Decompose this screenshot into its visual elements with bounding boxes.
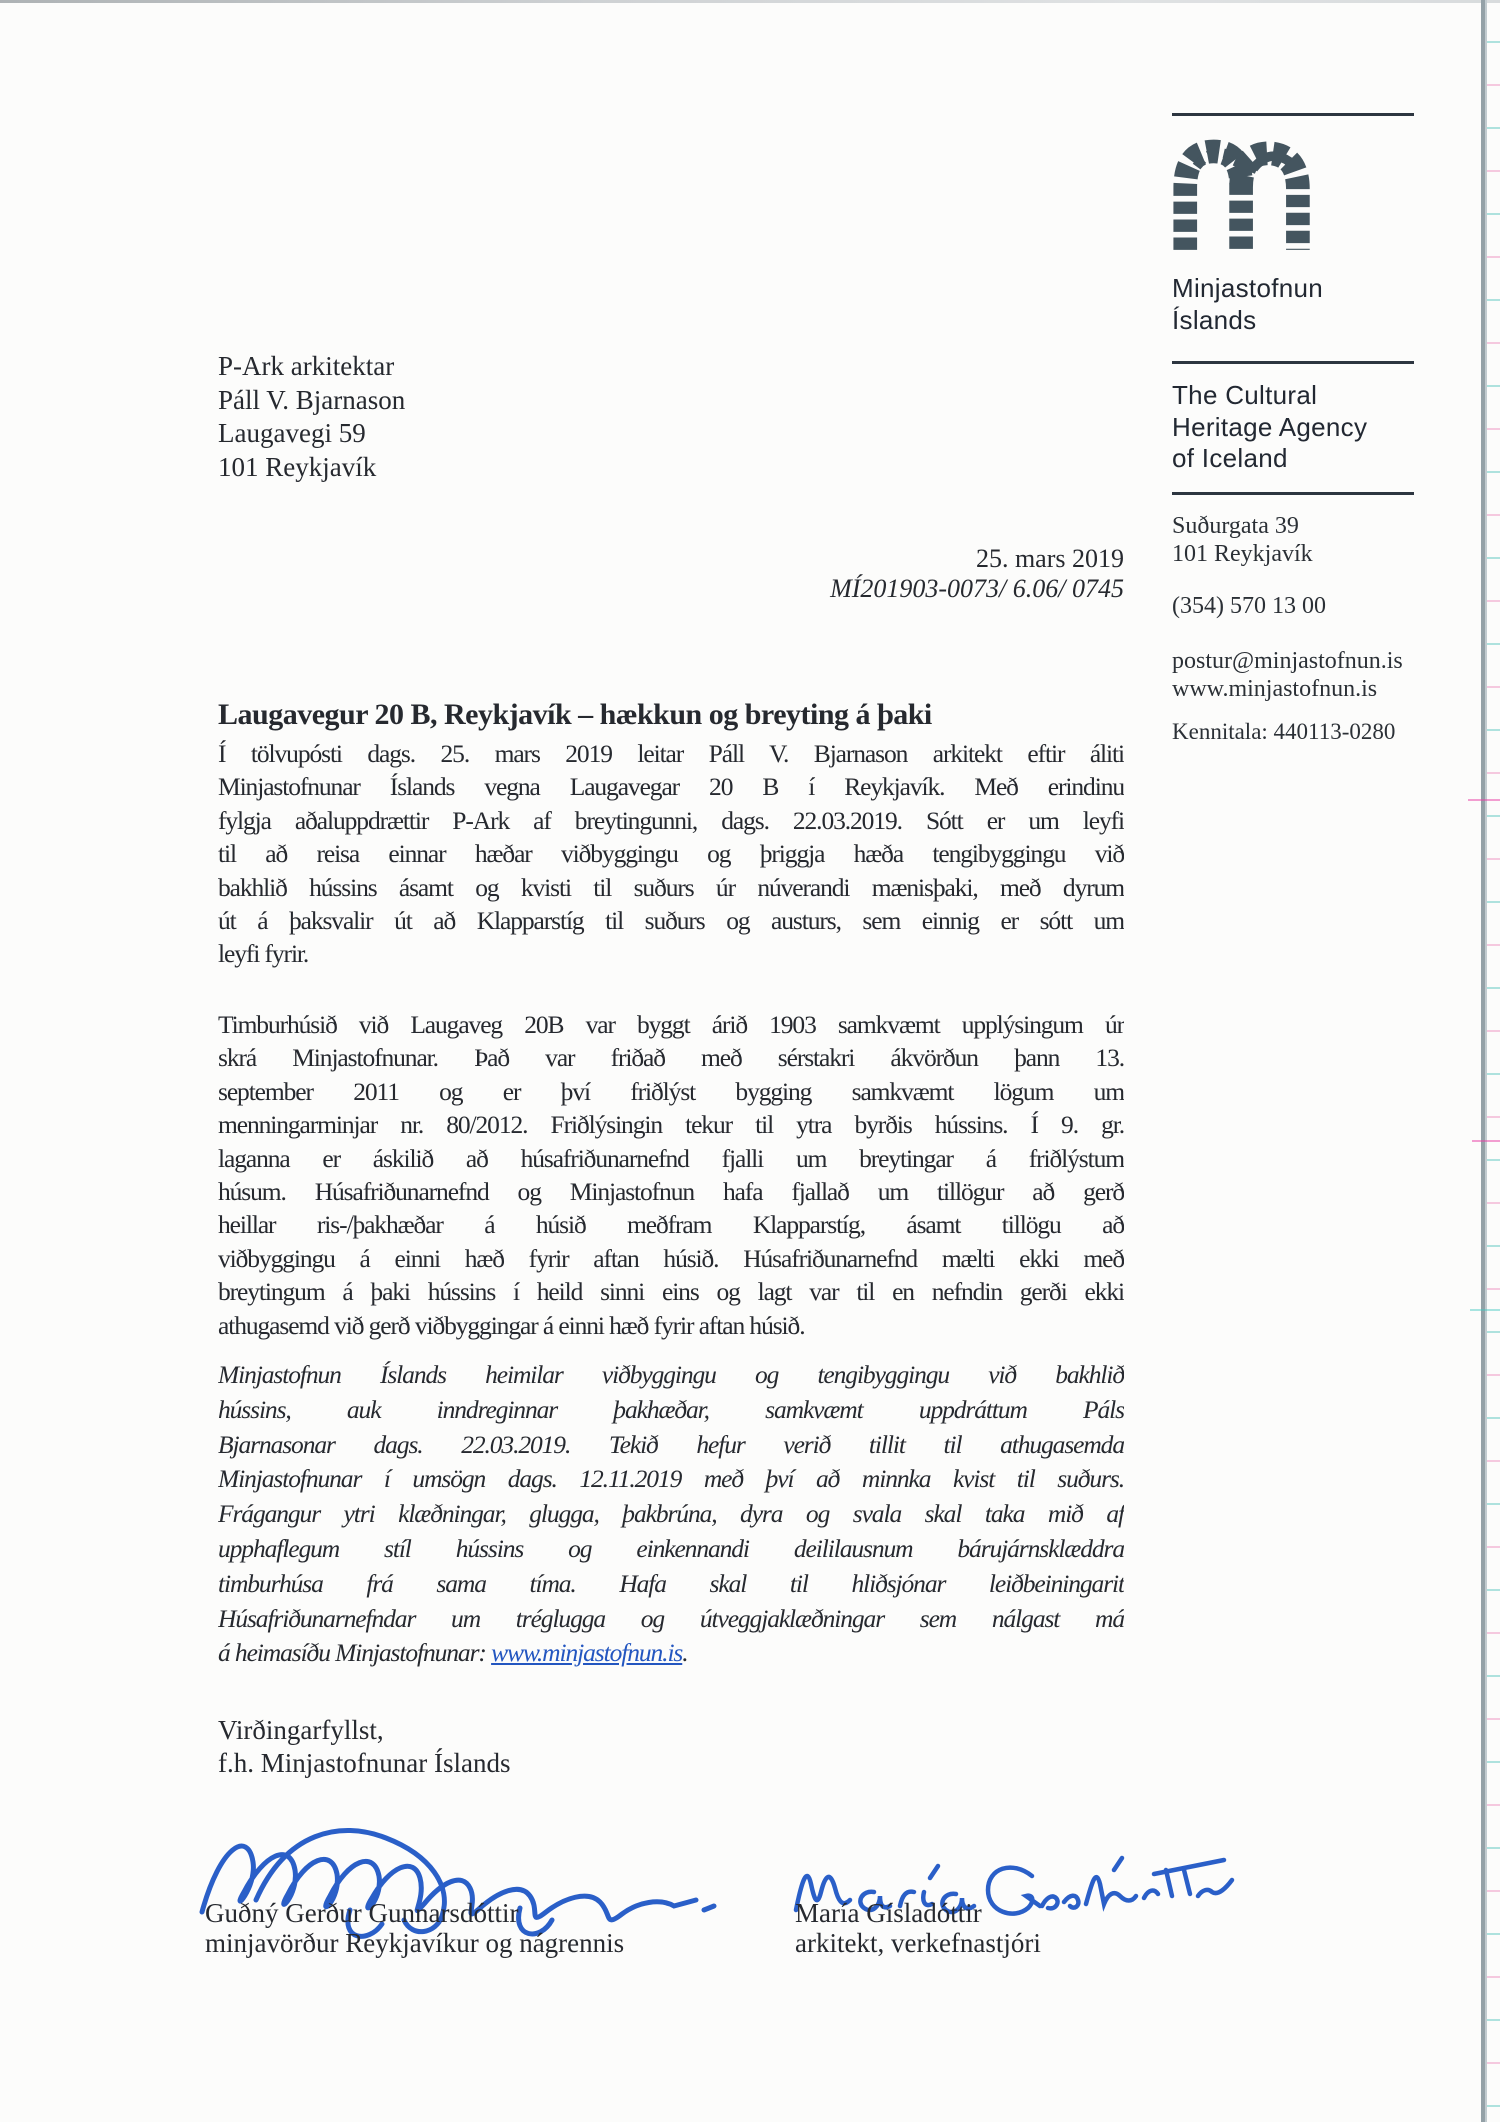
paragraph-3-decision — [218, 1358, 1124, 1671]
text-line: menningarminjar nr. 80/2012. Friðlýsingin tekur til ytra byrðis hússins. Í 9. gr. — [218, 1110, 1124, 1140]
letterhead-divider-middle — [1172, 361, 1414, 364]
paragraph-3-lines — [218, 1358, 1124, 1636]
text-line: 101 Reykjavík — [218, 451, 377, 482]
minjastofnun-website-link[interactable]: www.minjastofnun.is — [491, 1638, 683, 1668]
text-line: Heritage Agency — [1172, 411, 1368, 442]
text-line: Frágangur ytri klæðningar, glugga, þakbrúna, dyra og svala skal taka mið af — [218, 1499, 1124, 1529]
signatory-title: minjavörður Reykjavíkur og nágrennis — [205, 1928, 625, 1958]
text-line: skrá Minjastofnunar. Það var friðað með sérstakri ákvörðun þann 13. — [218, 1043, 1124, 1073]
text-line: Húsafriðunarnefndar um tréglugga og útveggjaklæðningar sem nálgast má — [218, 1603, 1124, 1633]
text-line: athugasemd við gerð viðbyggingar á einni hæð fyrir aftan húsið. — [218, 1310, 805, 1340]
text-line: út á þaksvalir út að Klapparstíg til suðurs og austurs, sem einnig er sótt um — [218, 906, 1124, 936]
agency-address — [1172, 512, 1472, 568]
paragraph-1 — [218, 737, 1124, 971]
text-line: Laugavegi 59 — [218, 418, 366, 448]
text-line: leyfi fyrir. — [218, 939, 309, 969]
text-line: Íslands — [1172, 304, 1257, 335]
agency-kennitala: Kennitala: 440113-0280 — [1172, 719, 1396, 744]
text-line: breytingum á þaki hússins í heild sinni eins og lagt var til en nefndin gerði ekki — [218, 1277, 1124, 1307]
text-line: of Iceland — [1172, 443, 1288, 473]
text-line: heillar ris-/þakhæðar á húsið meðfram Klapparstíg, ásamt tillögu að — [218, 1210, 1124, 1240]
text-line: upphaflegum stíl hússins og einkennandi deililausnum bárujárnsklæddra — [218, 1533, 1124, 1563]
agency-email: postur@minjastofnun.is — [1172, 648, 1403, 674]
ruled-paper-strip — [1487, 0, 1500, 2122]
text-line: september 2011 og er því friðlýst bygging samkvæmt lögum um — [218, 1076, 1124, 1106]
signatory-title: arkitekt, verkefnastjóri — [795, 1928, 1041, 1958]
scan-top-edge — [0, 0, 1500, 3]
text-line: Minjastofnunar í umsögn dags. 12.11.2019 með því að minnka kvist til suðurs. — [218, 1464, 1124, 1494]
subject-heading: Laugavegur 20 B, Reykjavík – hækkun og breyting á þaki — [218, 698, 932, 731]
text-line: Minjastofnunar Íslands vegna Laugavegar 20 B í Reykjavík. Með erindinu — [218, 772, 1124, 802]
text-line: Páll V. Bjarnason — [218, 384, 406, 415]
text-line: hússins, auk inndreginnar þakhæðar, samkvæmt uppdráttum Páls — [218, 1394, 1124, 1424]
text-line: P-Ark arkitektar — [218, 351, 395, 381]
text-line: 101 Reykjavík — [1172, 541, 1313, 567]
org-name-english — [1172, 380, 1432, 475]
signatory-name: Guðný Gerður Gunnarsdóttir — [205, 1898, 519, 1928]
ruled-line-tick — [1468, 799, 1500, 801]
signatory-name: María Gísladóttir — [795, 1898, 982, 1928]
case-reference-number: MÍ201903-0073/ 6.06/ 0745 — [830, 574, 1124, 603]
text-line: The Cultural — [1172, 380, 1318, 410]
letterhead-divider-top — [1172, 113, 1414, 116]
text-line: f.h. Minjastofnunar Íslands — [218, 1748, 511, 1778]
text-line: timburhúsa frá sama tíma. Hafa skal til hliðsjónar leiðbeiningarit — [218, 1568, 1124, 1598]
agency-website: www.minjastofnun.is — [1172, 676, 1378, 702]
signature-1-block — [205, 1898, 765, 1958]
link-suffix-text: . — [682, 1638, 688, 1668]
text-line: Suðurgata 39 — [1172, 513, 1299, 539]
text-line: Virðingarfyllst, — [218, 1715, 384, 1745]
ruled-line-tick — [1472, 1140, 1500, 1142]
text-line: Minjastofnun Íslands heimilar viðbyggingu og tengibyggingu við bakhlið — [218, 1360, 1124, 1389]
recipient-address-block — [218, 350, 718, 484]
text-line: til að reisa einnar hæðar viðbyggingu og þriggja hæða tengibyggingu við — [218, 839, 1124, 869]
text-line: Í tölvupósti dags. 25. mars 2019 leitar Páll V. Bjarnason arkitekt eftir áliti — [218, 739, 1124, 768]
text-line: Timburhúsið við Laugaveg 20B var byggt árið 1903 samkvæmt upplýsingum úr — [218, 1010, 1124, 1039]
date-reference-block — [218, 544, 1124, 604]
org-name-icelandic — [1172, 273, 1432, 336]
text-line: Minjastofnun — [1172, 273, 1324, 303]
ruled-line-tick — [1470, 1309, 1500, 1311]
minjastofnun-stone-m-logo-icon — [1172, 134, 1314, 254]
signature-2-block — [795, 1898, 1255, 1958]
text-line: laganna er áskilið að húsafriðunarnefnd fjalli um breytingar á friðlýstum — [218, 1143, 1124, 1173]
text-line — [218, 1636, 1124, 1671]
closing-block — [218, 1714, 818, 1780]
paragraph-2 — [218, 1008, 1124, 1342]
link-prefix-text: á heimasíðu Minjastofnunar: — [218, 1638, 492, 1668]
text-line: húsum. Húsafriðunarnefnd og Minjastofnun hafa fjallað um tillögur að gerð — [218, 1177, 1124, 1207]
text-line: Bjarnasonar dags. 22.03.2019. Tekið hefur verið tillit til athugasemda — [218, 1429, 1124, 1459]
text-line: bakhlið hússins ásamt og kvisti til suðurs úr núverandi mænisþaki, með dyrum — [218, 872, 1124, 902]
letter-date: 25. mars 2019 — [975, 544, 1124, 573]
text-line: viðbyggingu á einni hæð fyrir aftan húsið. Húsafriðunarnefnd mælti ekki með — [218, 1243, 1124, 1273]
letterhead-divider-bottom — [1172, 492, 1414, 495]
agency-phone: (354) 570 13 00 — [1172, 593, 1326, 619]
text-line: fylgja aðaluppdrættir P-Ark af breytingunni, dags. 22.03.2019. Sótt er um leyfi — [218, 805, 1124, 835]
